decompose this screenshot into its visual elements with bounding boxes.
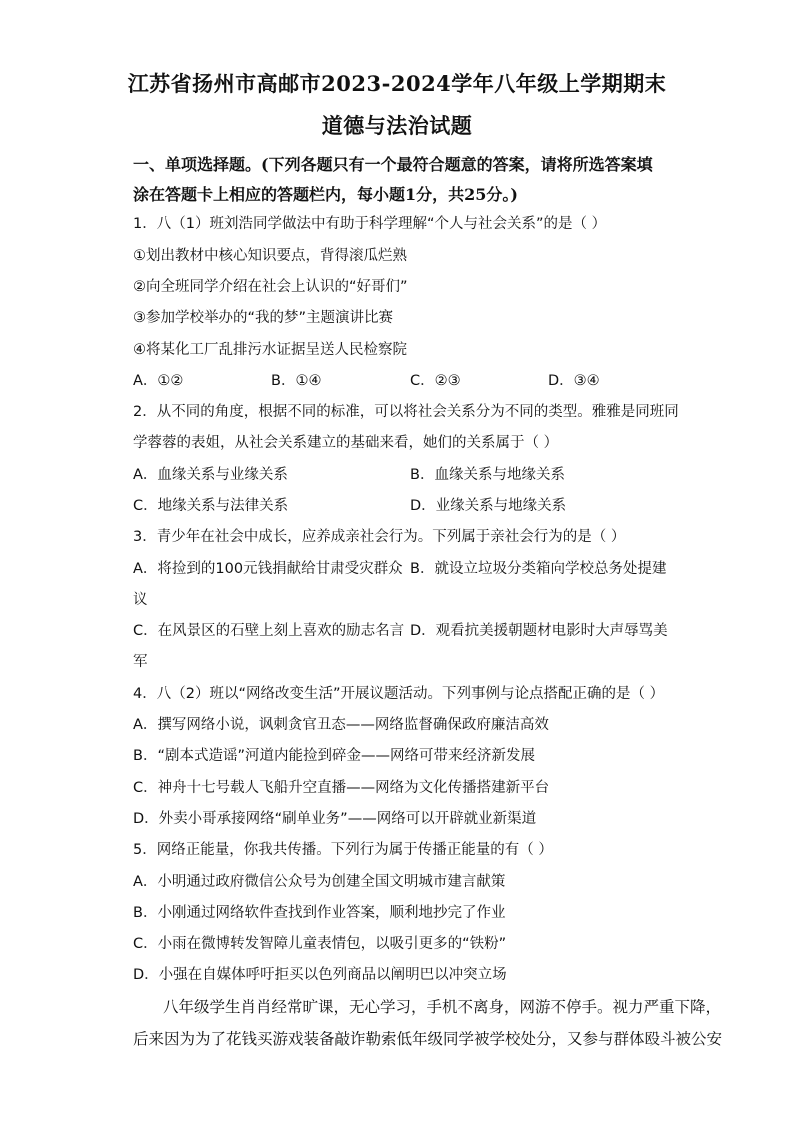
q4-option-c: C．神舟十七号载人飞船升空直播——网络为文化传播搭建新平台	[133, 780, 550, 796]
q3-option-d: D．观看抗美援朝题材电影时大声辱骂美	[410, 623, 668, 639]
section-instruction-line1: 一、单项选择题。(下列各题只有一个最符合题意的答案，请将所选答案填	[133, 155, 653, 174]
q1-option-d: D．③④	[548, 373, 600, 389]
q1-option-c: C．②③	[410, 373, 461, 389]
q4-option-b: B．“剧本式造谣”河道内能捡到碎金——网络可带来经济新发展	[133, 748, 535, 764]
q5-option-d: D．小强在自媒体呼吁拒买以色列商品以阐明巴以冲突立场	[133, 967, 507, 983]
exam-title-line1: 江苏省扬州市高邮市2023-2024学年八年级上学期期末	[127, 71, 667, 96]
q5-option-b: B．小刚通过网络软件查找到作业答案，顺利地抄完了作业	[133, 905, 506, 921]
q2-stem-line1: 2．从不同的角度，根据不同的标准，可以将社会关系分为不同的类型。雅雅是同班同	[133, 404, 679, 420]
q2-option-b: B．血缘关系与地缘关系	[410, 467, 565, 483]
q3-option-b-wrap: 议	[133, 592, 148, 608]
q1-stem: 1．八（1）班刘浩同学做法中有助于科学理解“个人与社会关系”的是（ ）	[133, 216, 607, 232]
q5-stem: 5．网络正能量，你我共传播。下列行为属于传播正能量的有（ ）	[133, 842, 553, 858]
q2-option-c: C．地缘关系与法律关系	[133, 498, 289, 514]
q3-option-d-wrap: 军	[133, 654, 148, 670]
q4-stem: 4．八（2）班以“网络改变生活”开展议题活动。下列事例与论点搭配正确的是（ ）	[133, 686, 665, 702]
q5-option-a: A．小明通过政府微信公众号为创建全国文明城市建言献策	[133, 874, 506, 890]
q3-option-c: C．在风景区的石壁上刻上喜欢的励志名言	[133, 623, 405, 639]
q2-stem-line2: 学蓉蓉的表姐，从社会关系建立的基础来看，她们的关系属于（ ）	[133, 435, 559, 451]
q3-option-b: B．就设立垃圾分类箱向学校总务处提建	[410, 561, 667, 577]
q1-item-1: ①划出教材中核心知识要点，背得滚瓜烂熟	[133, 248, 407, 264]
q1-option-b: B．①④	[271, 373, 322, 389]
q3-stem: 3．青少年在社会中成长，应养成亲社会行为。下列属于亲社会行为的是（ ）	[133, 529, 626, 545]
q1-item-2: ②向全班同学介绍在社会上认识的“好哥们”	[133, 279, 408, 295]
q3-option-a: A．将捡到的100元钱捐献给甘肃受灾群众	[133, 561, 403, 577]
passage-line2: 后来因为为了花钱买游戏装备敲诈勒索低年级同学被学校处分，又参与群体殴斗被公安	[133, 1030, 723, 1048]
q1-item-4: ④将某化工厂乱排污水证据呈送人民检察院	[133, 342, 407, 358]
exam-title-line2: 道德与法治试题	[321, 113, 473, 138]
q4-option-d: D．外卖小哥承接网络“刷单业务”——网络可以开辟就业新渠道	[133, 811, 537, 827]
q4-option-a: A．撰写网络小说，讽刺贪官丑态——网络监督确保政府廉洁高效	[133, 717, 549, 733]
section-instruction-line2: 涂在答题卡上相应的答题栏内，每小题1分，共25分。)	[133, 185, 518, 204]
q1-item-3: ③参加学校举办的“我的梦”主题演讲比赛	[133, 310, 394, 326]
passage-line1: 八年级学生肖肖经常旷课，无心学习，手机不离身，网游不停手。视力严重下降，	[163, 998, 722, 1016]
q2-option-d: D．业缘关系与地缘关系	[410, 498, 567, 514]
q5-option-c: C．小雨在微博转发智障儿童表情包，以吸引更多的“铁粉”	[133, 936, 507, 952]
q1-option-a: A．①②	[133, 373, 184, 389]
q2-option-a: A．血缘关系与业缘关系	[133, 467, 288, 483]
